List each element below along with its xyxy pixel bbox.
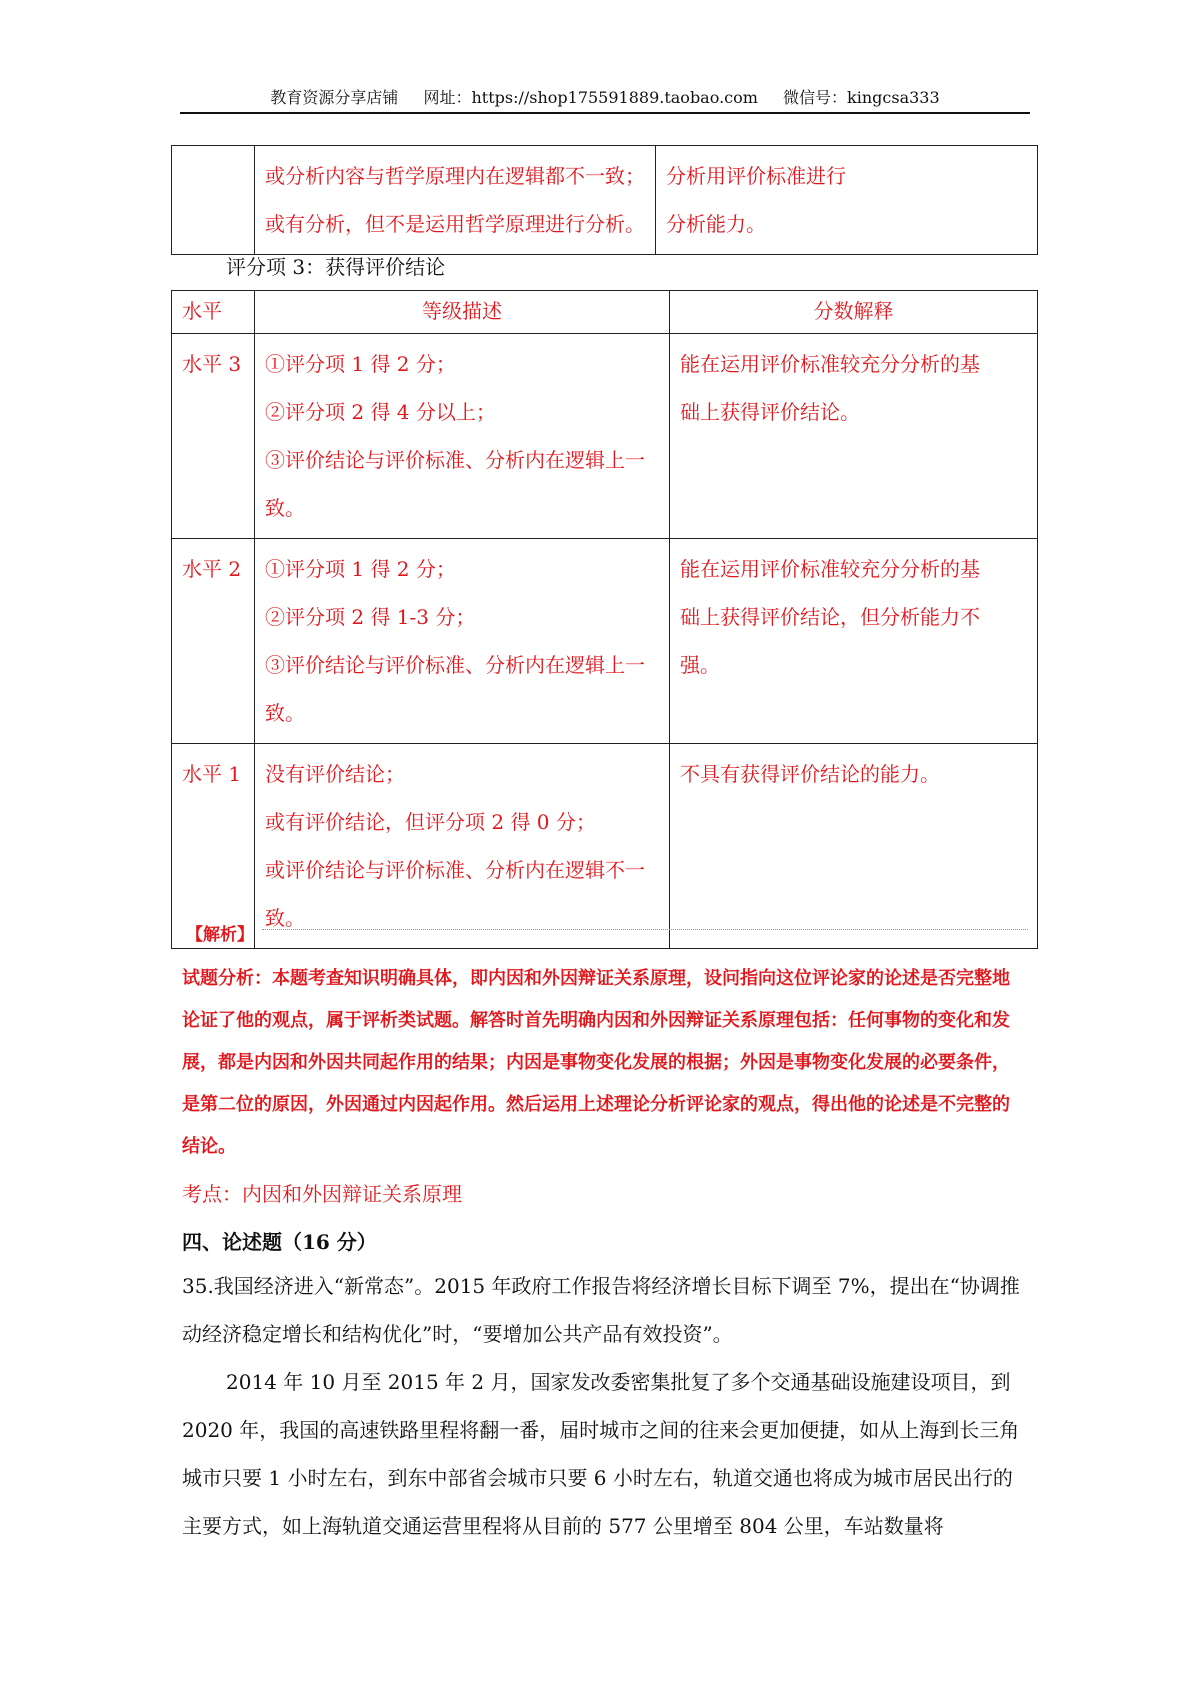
grade-table (171, 290, 1038, 949)
header-level: 水平 (172, 291, 255, 334)
desc-line: 致。 (265, 701, 305, 725)
row-explain (670, 334, 1038, 539)
row-desc (255, 334, 670, 539)
question-35: 35.我国经济进入“新常态”。2015 年政府工作报告将经济增长目标下调至 7%，提出在“协调推动经济稳定增长和结构优化”时，“要增加公共产品有效投资”。 (182, 1274, 1020, 1346)
table-cell-explain (656, 146, 1038, 255)
continued-table (171, 145, 1038, 255)
table-row (172, 539, 1038, 744)
table-cell-desc (255, 146, 656, 255)
desc-line: 致。 (265, 496, 305, 520)
analysis-body: 试题分析：本题考查知识明确具体，即内因和外因辩证关系原理，设问指向这位评论家的论述是否完整地论证了他的观点，属于评析类试题。解答时首先明确内因和外因辩证关系原理包括：任何事物的变化和发展，都是内因和外因共同起作用的结果；内因是事物变化发展的根据；外因是事物变化发展的必要条件，是第二位的原因，外因通过内因起作用。然后运用上述理论分析评论家的观点，得出他的论述是不完整的结论。 (182, 968, 1010, 1157)
desc-line: ②评分项 2 得 4 分以上； (265, 400, 496, 424)
header-url: 网址：https://shop175591889.taobao.com (423, 88, 758, 107)
desc-line: ①评分项 1 得 2 分； (265, 352, 456, 376)
desc-line: 致。 (265, 906, 305, 930)
desc-line: 或有分析，但不是运用哲学原理进行分析。 (265, 212, 645, 236)
page-header (180, 84, 1030, 112)
row-level (172, 539, 255, 744)
desc-line: 或评价结论与评价标准、分析内在逻辑不一 (265, 858, 645, 882)
section-3-label: 评分项 3：获得评价结论 (226, 255, 446, 279)
row-explain (670, 539, 1038, 744)
desc-line: ②评分项 2 得 1-3 分； (265, 605, 476, 629)
desc-line: 没有评价结论； (265, 762, 405, 786)
level-label: 水平 2 (182, 557, 242, 581)
explain-line: 础上获得评价结论。 (680, 400, 860, 424)
table-row (172, 146, 1038, 255)
table-row (172, 334, 1038, 539)
row-explain (670, 744, 1038, 949)
explain-line: 分析用评价标准进行 (666, 164, 846, 188)
header-rule (180, 112, 1030, 114)
desc-line: ③评价结论与评价标准、分析内在逻辑上一 (265, 448, 645, 472)
key-point: 考点：内因和外因辩证关系原理 (182, 1182, 462, 1206)
desc-line: 或有评价结论，但评分项 2 得 0 分； (265, 810, 596, 834)
explain-line: 分析能力。 (666, 212, 766, 236)
question-35-material: 2014 年 10 月至 2015 年 2 月，国家发改委密集批复了多个交通基础设施建设项目，到 2020 年，我国的高速铁路里程将翻一番，届时城市之间的往来会更加便捷，如从上海到长三角城市只要 1 小时左右，到东中部省会城市只要 6 小时左右，轨道交通也将成为城市居民出行的主要方式，如上海轨道交通运营里程将从目前的 577 公里增至 804 公里，车站数量将 (182, 1370, 1020, 1538)
row-desc (255, 744, 670, 949)
header-desc: 等级描述 (255, 291, 670, 334)
header-explain: 分数解释 (670, 291, 1038, 334)
level-label: 水平 1 (182, 762, 242, 786)
header-shop: 教育资源分享店铺 (270, 88, 399, 107)
level-label: 水平 3 (182, 352, 242, 376)
row-desc (255, 539, 670, 744)
row-level (172, 334, 255, 539)
analysis-heading: 【解析】 (186, 925, 254, 945)
section-4-title: 四、论述题（16 分） (182, 1230, 377, 1254)
explain-line: 能在运用评价标准较充分分析的基 (680, 352, 980, 376)
desc-line: ①评分项 1 得 2 分； (265, 557, 456, 581)
analysis-divider (262, 929, 1028, 930)
desc-line: ③评价结论与评价标准、分析内在逻辑上一 (265, 653, 645, 677)
table-cell-level (172, 146, 255, 255)
explain-line: 强。 (680, 653, 720, 677)
table-header-row (172, 291, 1038, 334)
explain-line: 不具有获得评价结论的能力。 (680, 762, 940, 786)
row-level (172, 744, 255, 949)
explain-line: 能在运用评价标准较充分分析的基 (680, 557, 980, 581)
desc-line: 或分析内容与哲学原理内在逻辑都不一致； (265, 164, 645, 188)
explain-line: 础上获得评价结论，但分析能力不 (680, 605, 980, 629)
table-row (172, 744, 1038, 949)
header-wechat: 微信号：kingcsa333 (783, 88, 940, 107)
